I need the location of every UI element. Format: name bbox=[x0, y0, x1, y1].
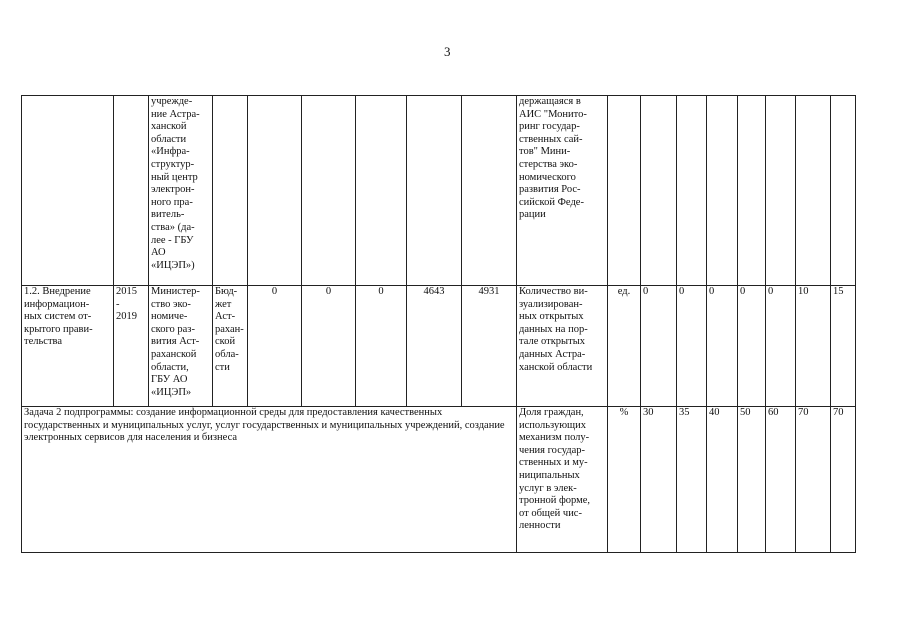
page-number: 3 bbox=[444, 44, 451, 59]
cell-executor: учрежде- ние Астра- ханской области «Инфра- структур- ный центр электрон- ного пра- витель- ства» (да- лее - ГБУ АО «ИЦЭП») bbox=[149, 96, 213, 286]
table-row bbox=[22, 407, 856, 553]
cell-funding bbox=[302, 96, 356, 286]
cell-value bbox=[766, 96, 796, 286]
cell-value bbox=[677, 96, 707, 286]
cell-value bbox=[831, 96, 856, 286]
cell-value: 60 bbox=[766, 407, 796, 553]
cell-value: 0 bbox=[738, 286, 766, 407]
cell-value bbox=[796, 96, 831, 286]
cell-source: Бюд- жет Аст- рахан- ской обла- сти bbox=[213, 286, 248, 407]
cell-value: 0 bbox=[641, 286, 677, 407]
cell-name: 1.2. Внедрение информацион- ных систем от- крытого прави- тельства bbox=[22, 286, 114, 407]
cell-name bbox=[22, 96, 114, 286]
cell-years bbox=[114, 96, 149, 286]
cell-value: 40 bbox=[707, 407, 738, 553]
cell-value: 0 bbox=[766, 286, 796, 407]
cell-value: 0 bbox=[677, 286, 707, 407]
cell-value bbox=[707, 96, 738, 286]
cell-value: 70 bbox=[831, 407, 856, 553]
cell-indicator: Доля граждан, использующих механизм полу- чения государ- ственных и му- ниципальных услуг в элек- тронной форме, от общей чис- ленности bbox=[517, 407, 608, 553]
cell-funding: 4931 bbox=[462, 286, 517, 407]
cell-funding bbox=[248, 96, 302, 286]
cell-value: 50 bbox=[738, 407, 766, 553]
cell-unit: ед. bbox=[608, 286, 641, 407]
cell-value bbox=[738, 96, 766, 286]
cell-funding: 0 bbox=[248, 286, 302, 407]
cell-funding bbox=[356, 96, 407, 286]
cell-value: 35 bbox=[677, 407, 707, 553]
cell-executor: Министер- ство эко- номиче- ского раз- вития Аст- раханской области, ГБУ АО «ИЦЭП» bbox=[149, 286, 213, 407]
cell-funding: 0 bbox=[302, 286, 356, 407]
cell-funding bbox=[462, 96, 517, 286]
cell-years: 2015 - 2019 bbox=[114, 286, 149, 407]
cell-value: 10 bbox=[796, 286, 831, 407]
table-row bbox=[22, 286, 856, 407]
cell-indicator: держащаяся в АИС "Монито- ринг государ- ственных сай- тов" Мини- стерства эко- номического развития Рос- сийской Феде- рации bbox=[517, 96, 608, 286]
cell-source bbox=[213, 96, 248, 286]
cell-indicator: Количество ви- зуализирован- ных открытых данных на пор- тале открытых данных Астра- ханской области bbox=[517, 286, 608, 407]
cell-unit: % bbox=[608, 407, 641, 553]
cell-value: 0 bbox=[707, 286, 738, 407]
cell-unit bbox=[608, 96, 641, 286]
table-row bbox=[22, 96, 856, 286]
cell-funding: 4643 bbox=[407, 286, 462, 407]
cell-value bbox=[641, 96, 677, 286]
cell-funding bbox=[407, 96, 462, 286]
cell-funding: 0 bbox=[356, 286, 407, 407]
cell-value: 30 bbox=[641, 407, 677, 553]
task-description: Задача 2 подпрограммы: создание информационной среды для предоставления качественных государственных и муниципальных услуг, услуг государственных и муниципальных учреждений, создание электронных сервисов для населения и бизнеса bbox=[22, 407, 517, 553]
cell-value: 15 bbox=[831, 286, 856, 407]
program-table bbox=[21, 95, 856, 553]
cell-value: 70 bbox=[796, 407, 831, 553]
